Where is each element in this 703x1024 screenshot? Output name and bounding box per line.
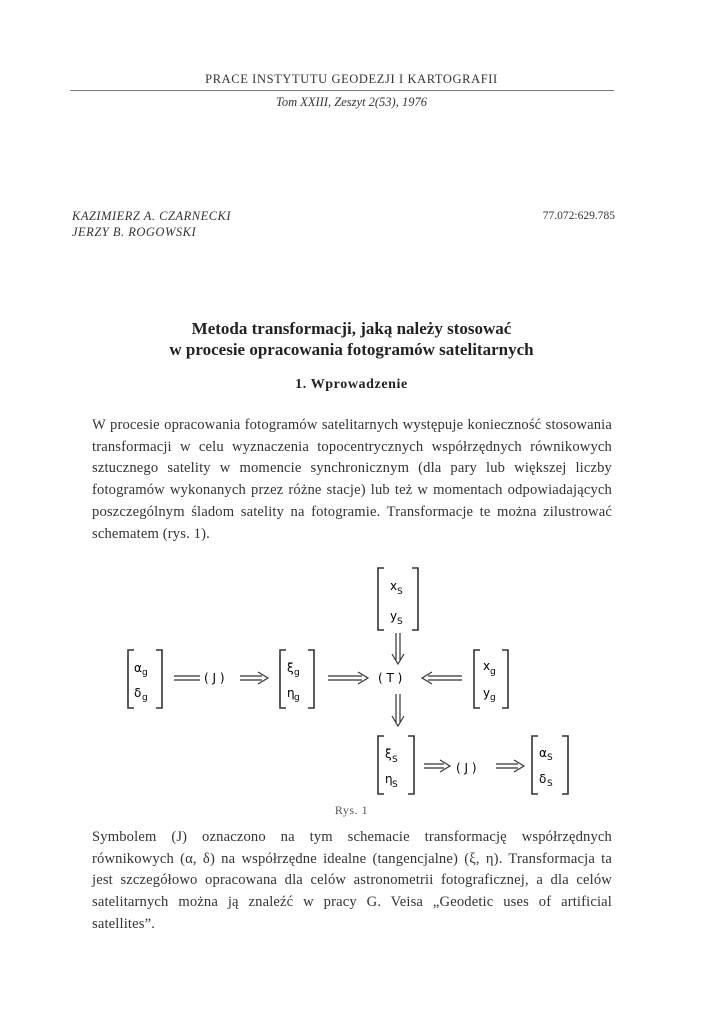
vec-alphas-top: α: [539, 746, 547, 760]
op-t: ( T ): [378, 671, 403, 685]
vec-alpha-bottom-sub: g: [142, 693, 148, 703]
issue-info: Tom XXIII, Zeszyt 2(53), 1976: [276, 95, 427, 109]
vec-alphas-bottom-sub: S: [547, 779, 553, 789]
vec-xis-bottom-sub: S: [392, 780, 398, 790]
vec-xys-top-sub: S: [397, 587, 403, 597]
paper-title: [0, 318, 703, 360]
section-number: 1.: [295, 377, 307, 392]
intro-paragraph: W procesie opracowania fotogramów satelitarnych występuje konieczność stosowania transformacji w celu wyznaczenia topocentrycznych współrzędnych równikowych sztucznego satelity w momencie synchronicznym (dla pary lub większej liczby fotogramów wykonanych przez różne stacje) lub też w momentach odpowiadających poszczególnym śladom satelity na fotogramie. Transformacje te można zilustrować schematem (rys. 1).: [92, 417, 612, 542]
vec-xyg-bottom: y: [483, 686, 491, 700]
arrow-to-t: [328, 671, 462, 685]
arrow-down-1: [392, 633, 404, 664]
vec-xyg-top: x: [483, 659, 491, 673]
vec-xis-bottom: η: [385, 772, 393, 786]
vec-xig-bottom: η: [287, 686, 295, 700]
op-j-1: ( J ): [204, 671, 225, 685]
body-paragraph: Symbolem (J) oznaczono na tym schemacie transformację współrzędnych równikowych (α, δ) na współrzędne idealne (tangencjalne) (ξ, η). Transformacja ta jest szczegółowo opracowana dla celów astronometrii fotograficznej, a dla celów satelitarnych można ją znaleźć w pracy G. Veisa „Geodetic uses of artificial satellites”.: [92, 829, 612, 932]
vec-xig-top: ξ: [287, 661, 294, 675]
op-j-2: ( J ): [456, 761, 477, 775]
author-list: [72, 208, 231, 240]
section-heading: [0, 377, 703, 393]
vec-xyg-top-sub: g: [490, 667, 496, 677]
vector-xy-g: [474, 650, 508, 708]
vec-xyg-bottom-sub: g: [490, 693, 496, 703]
vector-xi-s: [378, 736, 414, 794]
header-rule: [70, 90, 614, 91]
vec-alpha-top: α: [134, 661, 142, 675]
vec-xig-bottom-sub: g: [294, 693, 300, 703]
figure-caption: Rys. 1: [334, 803, 369, 817]
vec-xys-top: x: [390, 579, 398, 593]
vec-xis-top: ξ: [385, 747, 392, 761]
vector-xi-g: [280, 650, 314, 708]
author-2: JERZY B. ROGOWSKI: [72, 225, 197, 239]
author-1: KAZIMIERZ A. CZARNECKI: [72, 209, 232, 223]
transform-j-1: [174, 671, 268, 685]
vec-xis-top-sub: S: [392, 755, 398, 765]
arrow-down-2: [392, 694, 404, 726]
vector-alpha-s: [532, 736, 568, 794]
vec-xig-top-sub: g: [294, 668, 300, 678]
vector-alpha-g: [128, 650, 162, 708]
udc-code: 77.072:629.785: [542, 210, 615, 222]
section-title: Wprowadzenie: [310, 377, 408, 392]
vec-xys-bottom-sub: S: [397, 617, 403, 627]
vector-xy-s: [378, 568, 418, 630]
vec-xys-bottom: y: [390, 609, 398, 623]
title-line-1: Metoda transformacji, jaką należy stosować: [191, 319, 512, 338]
vec-alpha-top-sub: g: [142, 668, 148, 678]
vec-alphas-top-sub: S: [547, 753, 553, 763]
transform-j-2: [424, 760, 524, 775]
title-line-2: w procesie opracowania fotogramów satelitarnych: [169, 340, 534, 359]
vec-alpha-bottom: δ: [134, 686, 142, 700]
journal-title: PRACE INSTYTUTU GEODEZJI I KARTOGRAFII: [205, 72, 498, 86]
transformation-diagram: [0, 560, 703, 805]
vec-alphas-bottom: δ: [539, 772, 547, 786]
